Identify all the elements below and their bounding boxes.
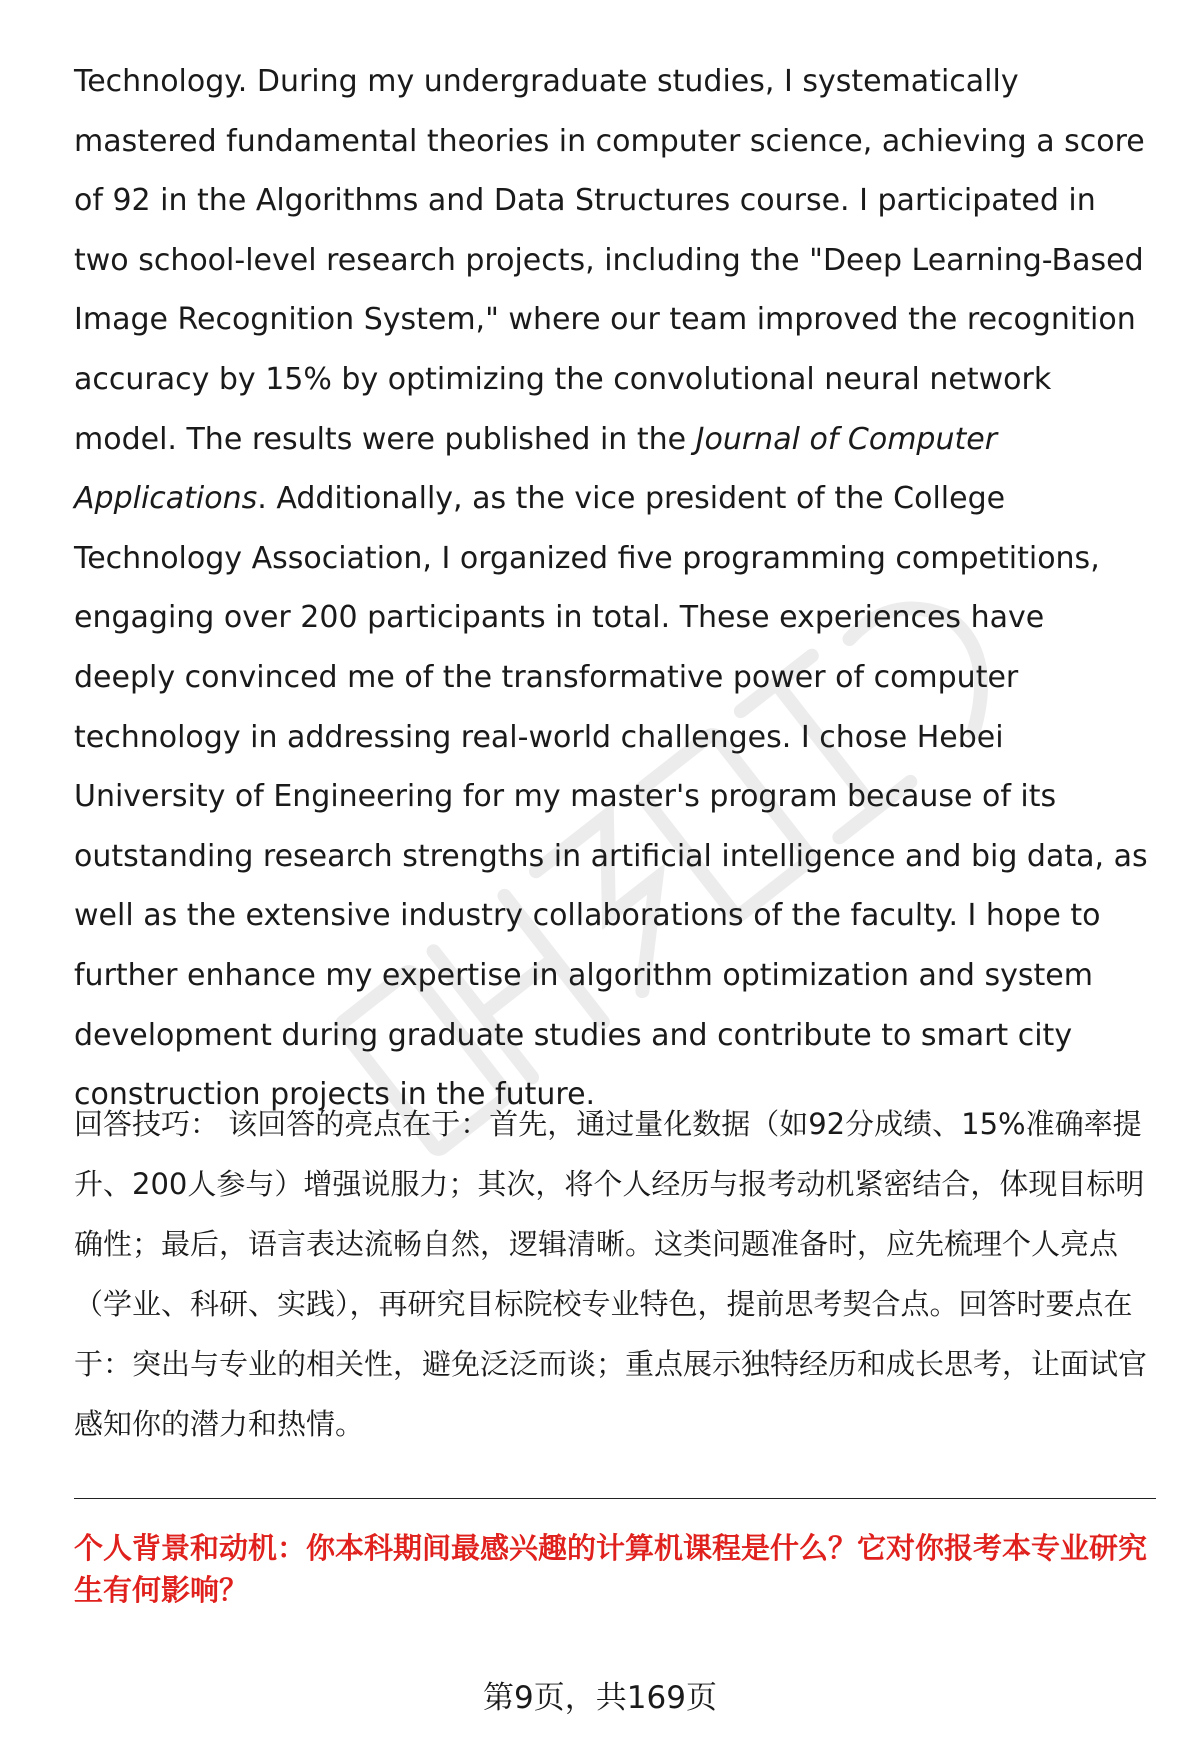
answer-text-part-2: . Additionally, as the vice president of the College Technology Association, I organized five programming competitions, engaging over 200 participants in total. These experiences have deeply convinced me of the transformative power of computer technology in addressing real-world challenges. I chose Hebei University of Engineering for my master's program because of its outstanding research strengths in artificial intelligence and big data, as well as the extensive industry collaborations of the faculty. I hope to further enhance my expertise in algorithm optimization and system development during graduate studies and contribute to smart city construction projects in the future. bbox=[74, 481, 1148, 1113]
answer-paragraph bbox=[74, 52, 1154, 1125]
tips-label: 回答技巧： bbox=[74, 1107, 220, 1141]
journal-title: Journal of Computer Applications bbox=[74, 421, 998, 517]
answer-tips bbox=[74, 1094, 1154, 1454]
next-question-heading: 个人背景和动机：你本科期间最感兴趣的计算机课程是什么？它对你报考本专业研究生有何影响？ bbox=[74, 1531, 1148, 1607]
page-number-footer: 第9页，共169页 bbox=[483, 1680, 717, 1716]
tips-text: 该回答的亮点在于：首先，通过量化数据（如92分成绩、15%准确率提升、200人参与）增强说服力；其次，将个人经历与报考动机紧密结合，体现目标明确性；最后，语言表达流畅自然，逻辑清晰。这类问题准备时，应先梳理个人亮点（学业、科研、实践），再研究目标院校专业特色，提前思考契合点。回答时要点在于：突出与专业的相关性，避免泛泛而谈；重点展示独特经历和成长思考，让面试官感知你的潜力和热情。 bbox=[74, 1107, 1148, 1441]
section-divider bbox=[74, 1498, 1156, 1499]
answer-text-part-1: Technology. During my undergraduate studies, I systematically mastered fundamental theories in computer science, achieving a score of 92 in the Algorithms and Data Structures course. I participated in two school-level research projects, including the "Deep Learning-Based Image Recognition System," where our team improved the recognition accuracy by 15% by optimizing the convolutional neural network model. The results were published in the bbox=[74, 64, 1145, 457]
